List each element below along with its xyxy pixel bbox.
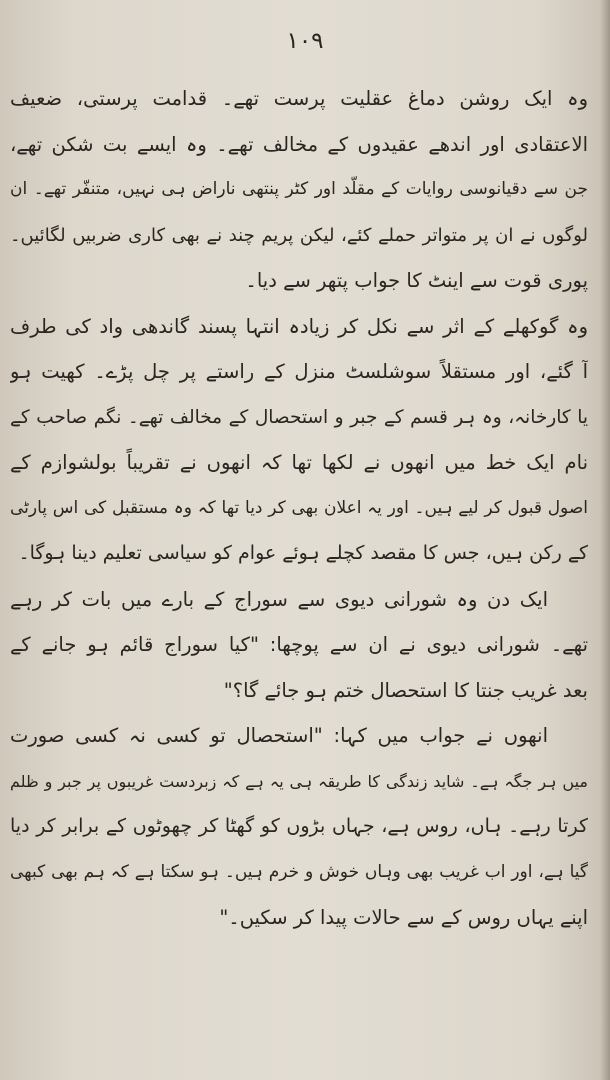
text-line: میں ہر جگہ ہے۔ شاید زندگی کا طریقہ ہی یہ ہے کہ زبردست غریبوں پر جبر و ظلم — [10, 771, 588, 791]
text-line: یا کارخانہ، وہ ہر قسم کے جبر و استحصال کے مخالف تھے۔ نگم صاحب کے — [10, 406, 588, 428]
text-line: لوگوں نے ان پر متواتر حملے کئے، لیکن پریم چند نے بھی کاری ضربیں لگائیں۔ — [10, 224, 588, 246]
page-number: ۱۰۹ — [286, 28, 324, 54]
text-line: جن سے دقیانوسی روایات کے مقلّد اور کٹر پنتھی ناراض ہی نہیں، متنفّر تھے۔ ان — [10, 179, 588, 199]
text-line: ایک دن وہ شورانی دیوی سے سوراج کے بارے میں بات کر رہے — [10, 587, 548, 611]
text-line: گیا ہے، اور اب غریب بھی وہاں خوش و خرم ہیں۔ ہو سکتا ہے کہ ہم بھی کبھی — [10, 861, 588, 882]
text-line: آ گئے، اور مستقلاً سوشلسٹ منزل کے راستے پر چل پڑے۔ کھیت ہو — [10, 360, 588, 383]
text-line: انھوں نے جواب میں کہا: "استحصال تو کسی نہ کسی صورت — [10, 724, 548, 747]
text-line: وہ گوکھلے کے اثر سے نکل کر زیادہ انتہا پسند گاندھی واد کی طرف — [10, 314, 588, 338]
text-line: کرتا رہے۔ ہاں، روس ہے، جہاں بڑوں کو گھٹا کر چھوٹوں کے برابر کر دیا — [10, 815, 588, 837]
text-line: بعد غریب جنتا کا استحصال ختم ہو جائے گا؟" — [223, 678, 588, 702]
text-line: الاعتقادی اور اندھے عقیدوں کے مخالف تھے۔ وہ ایسے بت شکن تھے، — [10, 132, 588, 156]
text-line: نام ایک خط میں انھوں نے لکھا تھا کہ انھوں نے تقریباً بولشوازم کے — [10, 451, 588, 474]
text-line: تھے۔ شورانی دیوی نے ان سے پوچھا: "کیا سوراج قائم ہو جانے کے — [10, 633, 588, 656]
body-text — [10, 76, 588, 941]
text-line: وہ ایک روشن دماغ عقلیت پرست تھے۔ قدامت پرستی، ضعیف — [10, 87, 588, 110]
text-line: اپنے یہاں روس کے سے حالات پیدا کر سکیں۔" — [219, 906, 588, 929]
text-line: پوری قوت سے اینٹ کا جواب پتھر سے دیا۔ — [245, 269, 588, 292]
text-line: کے رکن ہیں، جس کا مقصد کچلے ہوئے عوام کو سیاسی تعلیم دینا ہوگا۔ — [18, 542, 588, 564]
text-line: اصول قبول کر لیے ہیں۔ اور یہ اعلان بھی کر دیا تھا کہ وہ مستقبل کی اس پارٹی — [10, 497, 588, 518]
